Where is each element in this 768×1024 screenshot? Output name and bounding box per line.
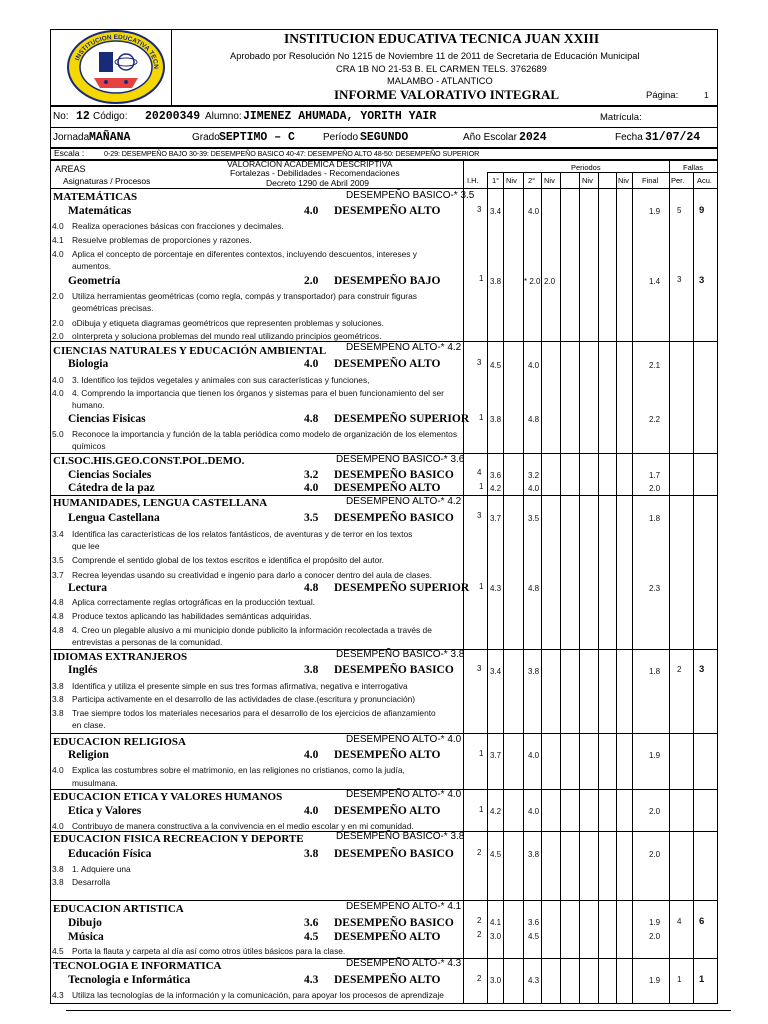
area-performance: DESEMPEÑO BASICO-* 3.8 bbox=[336, 649, 465, 660]
subject-p1: 3.0 bbox=[490, 976, 502, 985]
area-performance: DESEMPEÑO ALTO-* 4.3 bbox=[346, 958, 462, 969]
indicator-text: en clase. bbox=[72, 720, 106, 730]
niv3-header: Niv bbox=[582, 176, 593, 185]
indicator-text: oDibuja y etiqueta diagramas geométricos que representen problemas y soluciones. bbox=[72, 318, 384, 328]
indicator-text: Contribuyo de manera constructiva a la convivencia en el medio escolar y en mi comunidad. bbox=[72, 821, 414, 831]
subject-per: 1 bbox=[677, 975, 682, 984]
subject-acu: 3 bbox=[699, 275, 705, 286]
subject-score: 3.2 bbox=[304, 469, 319, 481]
student-divider bbox=[50, 127, 718, 128]
institution-name: INSTITUCION EDUCATIVA TECNICA JUAN XXIII bbox=[284, 31, 600, 46]
subject-performance: DESEMPEÑO ALTO bbox=[334, 358, 441, 370]
fortalezas-header: Fortalezas - Debilidades - Recomendaciones bbox=[230, 168, 400, 178]
subject-per: 5 bbox=[677, 206, 682, 215]
indicator-text: Utiliza las tecnologías de la información y la comunicación, para apoyar los procesos de aprendizaje bbox=[72, 990, 444, 1000]
subject-final: 1.8 bbox=[649, 514, 661, 523]
fecha-label: Fecha bbox=[615, 132, 643, 143]
indicator-text: musulmana. bbox=[72, 778, 118, 788]
code-value: 20200349 bbox=[145, 110, 201, 123]
subject-p1: 4.3 bbox=[490, 584, 502, 593]
area-name: EDUCACION ARTISTICA bbox=[53, 903, 184, 915]
grado-value: SEPTIMO – C bbox=[219, 131, 295, 144]
subject-p1: 3.4 bbox=[490, 207, 502, 216]
subject-ih: 1 bbox=[479, 805, 484, 814]
subject-p2: 4.0 bbox=[528, 484, 540, 493]
subject-p2: 4.8 bbox=[528, 584, 540, 593]
indicator-text: Identifica y utiliza el presente simple en sus tres formas afirmativa, negativa e interrogativa bbox=[72, 681, 408, 691]
subject-performance: DESEMPEÑO ALTO bbox=[334, 482, 441, 494]
city-text: MALAMBO - ATLANTICO bbox=[387, 76, 493, 86]
area-performance: DESEMPEÑO BASICO-* 3.5 bbox=[346, 190, 475, 201]
subject-score: 4.3 bbox=[304, 974, 319, 986]
indicator-text: Realiza operaciones básicas con fracciones y decimales. bbox=[72, 221, 284, 231]
subject-final: 1.9 bbox=[649, 976, 661, 985]
indicator-score: 4.0 bbox=[52, 221, 64, 231]
subject-score: 3.8 bbox=[304, 664, 319, 676]
periodo-value: SEGUNDO bbox=[360, 131, 409, 144]
no-label: No: bbox=[53, 111, 69, 122]
indicator-text: Aplica correctamente reglas ortográficas en la producción textual. bbox=[72, 597, 316, 607]
indicator-score: 4.0 bbox=[52, 375, 64, 385]
subject-p1: 4.1 bbox=[490, 918, 502, 927]
subject-p2: 4.0 bbox=[528, 207, 540, 216]
subject-score: 4.0 bbox=[304, 205, 319, 217]
subject-p2: 4.0 bbox=[528, 807, 540, 816]
indicator-score: 4.0 bbox=[52, 249, 64, 259]
subject-name: Ciencias Fisicas bbox=[68, 413, 146, 425]
subject-acu: 9 bbox=[699, 205, 705, 216]
area-name: EDUCACION RELIGIOSA bbox=[53, 736, 186, 748]
scale-label: Escala : bbox=[54, 148, 85, 158]
subject-score: 3.8 bbox=[304, 848, 319, 860]
subject-ih: 1 bbox=[479, 482, 484, 491]
subject-p1: 3.6 bbox=[490, 471, 502, 480]
subject-p1: 4.5 bbox=[490, 850, 502, 859]
subject-performance: DESEMPEÑO BASICO bbox=[334, 848, 454, 860]
area-performance: DESEMPEÑO ALTO-* 4.2 bbox=[346, 342, 462, 353]
subject-performance: DESEMPEÑO BASICO bbox=[334, 664, 454, 676]
anio-value: 2024 bbox=[519, 131, 547, 144]
area-performance: DESEMPEÑO ALTO-* 4.2 bbox=[346, 496, 462, 507]
subject-final: 1.9 bbox=[649, 207, 661, 216]
anio-label: Año Escolar bbox=[463, 132, 517, 143]
subject-p2: 3.2 bbox=[528, 471, 540, 480]
subject-p1: 3.8 bbox=[490, 277, 502, 286]
subject-score: 3.6 bbox=[304, 917, 319, 929]
subject-ih: 1 bbox=[479, 274, 484, 283]
indicator-score: 2.0 bbox=[52, 331, 64, 341]
area-performance: DESEMPEÑO ALTO-* 4.1 bbox=[346, 901, 462, 912]
subject-final: 2.3 bbox=[649, 584, 661, 593]
indicator-text: 3. Identifico los tejidos vegetales y animales con sus características y funciones, bbox=[72, 375, 370, 385]
indicator-text: Trae siempre todos los materiales necesarios para el desarrollo de los ejercicios de afianzamiento bbox=[72, 708, 436, 718]
indicator-score: 4.0 bbox=[52, 388, 64, 398]
subject-acu: 6 bbox=[699, 916, 705, 927]
indicator-text: entrevistas a personas de la comunidad. bbox=[72, 637, 223, 647]
subject-p2: 4.3 bbox=[528, 976, 540, 985]
indicator-score: 3.8 bbox=[52, 864, 64, 874]
periodos-header: Periodos bbox=[571, 163, 601, 172]
subject-name: Dibujo bbox=[68, 917, 102, 929]
subject-name: Educación Física bbox=[68, 848, 152, 860]
subject-performance: DESEMPEÑO BASICO bbox=[334, 469, 454, 481]
subject-p1: 3.7 bbox=[490, 514, 502, 523]
subject-p2: 4.5 bbox=[528, 932, 540, 941]
subject-p2: 4.0 bbox=[528, 361, 540, 370]
indicator-score: 3.7 bbox=[52, 570, 64, 580]
subject-per: 3 bbox=[677, 275, 682, 284]
indicator-text: geométricas precisas. bbox=[72, 303, 154, 313]
indicator-text: Identifica las características de los relatos fantásticos, de aventuras y de terror en los textos bbox=[72, 529, 413, 539]
subject-score: 4.8 bbox=[304, 413, 319, 425]
matricula-label: Matrícula: bbox=[600, 112, 642, 123]
indicator-text: oInterpreta y soluciona problemas del mundo real utilizando principios geométricos. bbox=[72, 331, 382, 341]
indicator-text: Produce textos aplicando las habilidades semánticas adquiridas. bbox=[72, 611, 312, 621]
subject-ih: 3 bbox=[477, 205, 482, 214]
decreto-header: Decreto 1290 de Abril 2009 bbox=[266, 178, 370, 188]
subject-p1: 4.2 bbox=[490, 807, 502, 816]
subject-ih: 1 bbox=[479, 749, 484, 758]
subject-score: 2.0 bbox=[304, 275, 319, 287]
jornada-label: Jornada bbox=[53, 132, 90, 143]
indicator-score: 3.8 bbox=[52, 708, 64, 718]
indicator-score: 2.0 bbox=[52, 291, 64, 301]
name-label: Alumno: bbox=[205, 111, 242, 122]
code-label: Código: bbox=[93, 111, 128, 122]
indicator-text: Porta la flauta y carpeta al día así como otros útiles básicos para la clase. bbox=[72, 946, 346, 956]
indicator-score: 3.8 bbox=[52, 694, 64, 704]
niv4-header: Niv bbox=[618, 176, 629, 185]
subject-ih: 1 bbox=[479, 413, 484, 422]
indicator-score: 5.0 bbox=[52, 429, 64, 439]
fallas-header: Fallas bbox=[683, 163, 704, 172]
indicator-score: 4.1 bbox=[52, 235, 64, 245]
subject-per: 4 bbox=[677, 917, 682, 926]
subject-ih: 2 bbox=[477, 916, 482, 925]
subject-name: Música bbox=[68, 931, 104, 943]
subject-ih: 1 bbox=[479, 582, 484, 591]
subject-niv2: 2.0 bbox=[544, 277, 556, 286]
subject-p1: 3.8 bbox=[490, 415, 502, 424]
indicator-text: Recrea leyendas usando su creatividad e ingenio para darlo a conocer dentro del aula de clases. bbox=[72, 570, 432, 580]
indicator-text: Explica las costumbres sobre el matrimonio, en las religiones no cristianos, como la judía, bbox=[72, 765, 405, 775]
header-divider bbox=[171, 29, 172, 106]
niv1-header: Niv bbox=[506, 176, 517, 185]
subject-score: 4.0 bbox=[304, 749, 319, 761]
jornada-value: MAÑANA bbox=[89, 131, 131, 144]
subject-performance: DESEMPEÑO SUPERIOR bbox=[334, 582, 470, 594]
subject-performance: DESEMPEÑO ALTO bbox=[334, 931, 441, 943]
area-name: MATEMÁTICAS bbox=[53, 191, 138, 203]
subject-p2: 3.8 bbox=[528, 667, 540, 676]
area-performance: DESEMPEÑO ALTO-* 4.0 bbox=[346, 789, 462, 800]
areas-header: AREAS bbox=[55, 164, 86, 174]
indicator-text: 4. Comprendo la importancia que tienen los órganos y sistemas para el buen funcionamiento del ser bbox=[72, 388, 444, 398]
acu-header: Acu. bbox=[697, 176, 713, 185]
area-name: CI.SOC.HIS.GEO.CONST.POL.DEMO. bbox=[53, 455, 245, 467]
indicator-score: 4.0 bbox=[52, 765, 64, 775]
subject-p2: * 2.0 bbox=[524, 277, 541, 286]
subject-performance: DESEMPEÑO BASICO bbox=[334, 917, 454, 929]
p1-header: 1° bbox=[492, 176, 500, 185]
subject-final: 2.0 bbox=[649, 807, 661, 816]
indicator-text: aumentos. bbox=[72, 261, 112, 271]
subject-ih: 4 bbox=[477, 468, 482, 477]
indicator-text: humano. bbox=[72, 400, 105, 410]
per-header: Per. bbox=[671, 176, 685, 185]
subject-final: 2.0 bbox=[649, 932, 661, 941]
student-name: JIMENEZ AHUMADA, YORITH YAIR bbox=[243, 110, 437, 123]
grado-label: Grado bbox=[192, 132, 220, 143]
indicator-text: Utiliza herramientas geométricas (como regla, compás y transportador) para construir figuras bbox=[72, 291, 417, 301]
ih-header: I.H. bbox=[467, 176, 479, 185]
table-header-divider bbox=[50, 188, 718, 189]
subject-performance: DESEMPEÑO SUPERIOR bbox=[334, 413, 470, 425]
area-name: EDUCACION FISICA RECREACION Y DEPORTE bbox=[53, 833, 304, 845]
indicator-score: 4.5 bbox=[52, 946, 64, 956]
indicator-text: Desarrolla bbox=[72, 877, 111, 887]
page-label: Página: bbox=[646, 90, 679, 101]
subject-p1: 3.7 bbox=[490, 751, 502, 760]
subject-score: 4.0 bbox=[304, 805, 319, 817]
logo-text: INSTITUCION EDUCATIVA TECN bbox=[74, 33, 160, 69]
subject-ih: 3 bbox=[477, 358, 482, 367]
subject-performance: DESEMPEÑO ALTO bbox=[334, 974, 441, 986]
report-title: INFORME VALORATIVO INTEGRAL bbox=[334, 87, 560, 102]
subject-p1: 3.0 bbox=[490, 932, 502, 941]
indicator-text: que lee bbox=[72, 541, 100, 551]
area-performance: DESEMPEÑO ALTO-* 4.0 bbox=[346, 734, 462, 745]
area-name: HUMANIDADES, LENGUA CASTELLANA bbox=[53, 497, 268, 509]
indicator-score: 3.4 bbox=[52, 529, 64, 539]
subject-p2: 4.8 bbox=[528, 415, 540, 424]
subject-p2: 3.6 bbox=[528, 918, 540, 927]
subject-name: Geometría bbox=[68, 275, 121, 287]
area-performance: DESEMPEÑO BASICO-* 3.8 bbox=[336, 831, 465, 842]
subject-ih: 2 bbox=[477, 930, 482, 939]
area-name: TECNOLOGIA E INFORMATICA bbox=[53, 960, 222, 972]
indicator-text: Participa activamente en el desarrollo de las actividades de clase.(escritura y pronunciación) bbox=[72, 694, 416, 704]
indicator-text: 4. Creo un plegable alusivo a mi municipio donde publicito la información recolectada a través de bbox=[72, 625, 432, 635]
subject-performance: DESEMPEÑO BAJO bbox=[334, 275, 441, 287]
indicator-score: 3.8 bbox=[52, 877, 64, 887]
subject-final: 2.0 bbox=[649, 850, 661, 859]
no-value: 12 bbox=[76, 110, 90, 123]
subject-p2: 3.5 bbox=[528, 514, 540, 523]
area-name: EDUCACION ETICA Y VALORES HUMANOS bbox=[53, 791, 283, 803]
subject-performance: DESEMPEÑO ALTO bbox=[334, 805, 441, 817]
subject-final: 1.4 bbox=[649, 277, 661, 286]
indicator-text: Aplica el concepto de porcentaje en diferentes contextos, incluyendo descuentos, intereses y bbox=[72, 249, 417, 259]
subject-acu: 1 bbox=[699, 974, 705, 985]
periodo-label: Período bbox=[323, 132, 359, 143]
p2-header: 2° bbox=[528, 176, 536, 185]
indicator-text: Resuelve problemas de proporciones y razones. bbox=[72, 235, 252, 245]
indicator-score: 4.8 bbox=[52, 611, 64, 621]
area-performance: DESEMPEÑO BASICO-* 3.6 bbox=[336, 454, 465, 465]
indicator-score: 4.0 bbox=[52, 821, 64, 831]
asignaturas-header: Asignaturas / Procesos bbox=[63, 176, 151, 186]
subject-name: Lengua Castellana bbox=[68, 512, 160, 524]
subject-final: 1.9 bbox=[649, 918, 661, 927]
subject-performance: DESEMPEÑO ALTO bbox=[334, 749, 441, 761]
subject-score: 3.5 bbox=[304, 512, 319, 524]
subject-final: 1.8 bbox=[649, 667, 661, 676]
subject-name: Ciencias Sociales bbox=[68, 469, 152, 481]
subject-ih: 3 bbox=[477, 511, 482, 520]
subject-score: 4.8 bbox=[304, 582, 319, 594]
indicator-text: Reconoce la importancia y función de la tabla periódica como modelo de organización de los elementos bbox=[72, 429, 458, 439]
final-header: Final bbox=[642, 176, 659, 185]
valoracion-header: VALORACION ACADEMICA DESCRIPTIVA bbox=[227, 159, 393, 169]
indicator-score: 4.3 bbox=[52, 990, 64, 1000]
subject-ih: 3 bbox=[477, 664, 482, 673]
subject-name: Etica y Valores bbox=[68, 805, 142, 817]
footer-line bbox=[66, 1010, 731, 1011]
page-number: 1 bbox=[704, 90, 709, 100]
indicator-score: 3.8 bbox=[52, 681, 64, 691]
indicator-score: 3.5 bbox=[52, 555, 64, 565]
subject-per: 2 bbox=[677, 665, 682, 674]
indicator-text: 1. Adquiere una bbox=[72, 864, 131, 874]
subject-final: 1.7 bbox=[649, 471, 661, 480]
subject-p2: 3.8 bbox=[528, 850, 540, 859]
subject-ih: 2 bbox=[477, 848, 482, 857]
subject-score: 4.5 bbox=[304, 931, 319, 943]
subject-name: Cátedra de la paz bbox=[68, 482, 155, 494]
school-logo bbox=[66, 30, 166, 104]
subject-acu: 3 bbox=[699, 664, 705, 675]
subject-name: Biologia bbox=[68, 358, 109, 370]
indicator-score: 2.0 bbox=[52, 318, 64, 328]
subject-performance: DESEMPEÑO BASICO bbox=[334, 512, 454, 524]
subject-final: 2.1 bbox=[649, 361, 661, 370]
indicator-text: químicos bbox=[72, 441, 106, 451]
subject-p1: 4.5 bbox=[490, 361, 502, 370]
subject-p2: 4.0 bbox=[528, 751, 540, 760]
indicator-score: 4.8 bbox=[52, 625, 64, 635]
subject-score: 4.0 bbox=[304, 482, 319, 494]
subject-p1: 3.4 bbox=[490, 667, 502, 676]
subject-performance: DESEMPEÑO ALTO bbox=[334, 205, 441, 217]
indicator-text: Comprende el sentido global de los textos escritos e identifica el propósito del autor. bbox=[72, 555, 384, 565]
subject-final: 2.0 bbox=[649, 484, 661, 493]
indicator-score: 4.8 bbox=[52, 597, 64, 607]
subject-name: Lectura bbox=[68, 582, 107, 594]
subject-name: Tecnologia e Informática bbox=[68, 974, 191, 986]
subject-final: 1.9 bbox=[649, 751, 661, 760]
subject-name: Matemáticas bbox=[68, 205, 132, 217]
scale-text: 0-29: DESEMPEÑO BAJO 30-39: DESEMPEÑO BASICO 40-47: DESEMPEÑO ALTO 48-50: DESEMPEÑO SUPERIOR bbox=[104, 149, 480, 158]
approval-text: Aprobado por Resolución No 1215 de Noviembre 11 de 2011 de Secretaria de Educación Municipal bbox=[230, 51, 640, 61]
fecha-value: 31/07/24 bbox=[645, 131, 701, 144]
subject-p1: 4.2 bbox=[490, 484, 502, 493]
subject-ih: 2 bbox=[477, 974, 482, 983]
subject-name: Inglés bbox=[68, 664, 98, 676]
address-text: CRA 1B NO 21-53 B. EL CARMEN TELS. 3762689 bbox=[336, 64, 547, 74]
niv2-header: Niv bbox=[544, 176, 555, 185]
area-name: CIENCIAS NATURALES Y EDUCACIÓN AMBIENTAL bbox=[53, 345, 327, 357]
subject-name: Religion bbox=[68, 749, 109, 761]
subject-score: 4.0 bbox=[304, 358, 319, 370]
area-name: IDIOMAS EXTRANJEROS bbox=[53, 651, 188, 663]
subject-final: 2.2 bbox=[649, 415, 661, 424]
